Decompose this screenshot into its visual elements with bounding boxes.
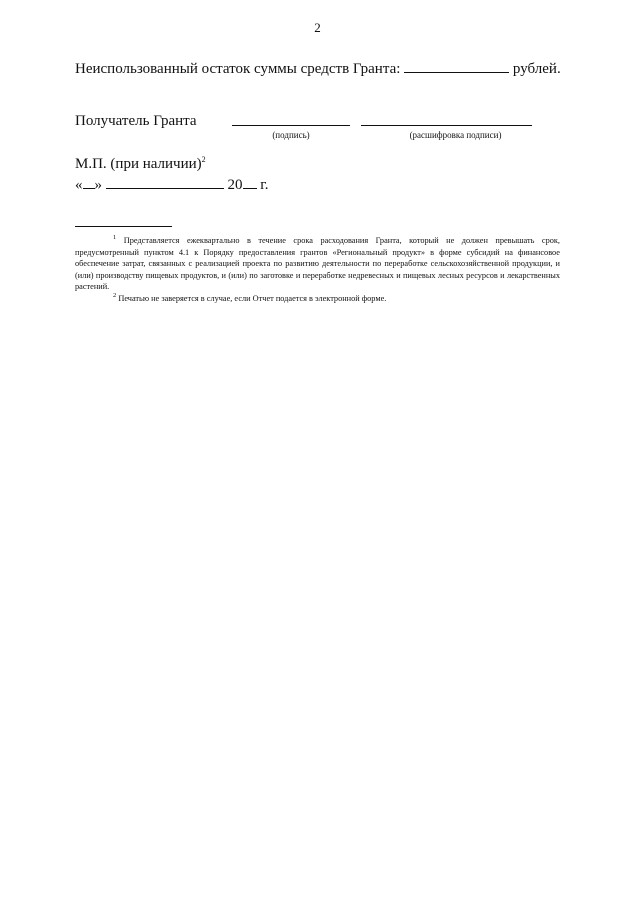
footnote-2-text: Печатью не заверяется в случае, если Отчет подается в электронной форме. bbox=[118, 293, 387, 303]
date-close-quote: » bbox=[94, 177, 102, 193]
stamp-label: М.П. (при наличии) bbox=[75, 156, 202, 172]
footnote-1-text: Представляется ежеквартально в течение срока расходования Гранта, который не должен превышать срок, предусмотренный пунктом 4.1 к Порядку предоставления грантов «Региональный продукт» в форме субсидий на финансовое обеспечение затрат, связанных с реализацией проекта по развитию деятельности по переработке сельскохозяйственной продукции, и (или) производству пищевых продуктов, и (или) по заготовке и переработке недревесных и пищевых лесных ресурсов и лекарственных растений. bbox=[75, 236, 560, 292]
remainder-unit: рублей. bbox=[512, 61, 561, 77]
unused-remainder-label: Неиспользованный остаток суммы средств Гранта: bbox=[75, 61, 401, 77]
footnote-2 bbox=[75, 293, 560, 305]
year-blank bbox=[243, 176, 257, 189]
footnote-1 bbox=[75, 235, 560, 293]
date-line bbox=[75, 176, 268, 194]
stamp-footnote-ref: 2 bbox=[201, 155, 206, 164]
unused-remainder-line bbox=[75, 60, 561, 78]
stamp-line bbox=[75, 156, 206, 173]
signature-caption: (подпись) bbox=[272, 130, 310, 140]
remainder-amount-blank bbox=[404, 60, 509, 73]
footnote-1-mark: 1 bbox=[113, 234, 117, 242]
footnotes bbox=[75, 235, 560, 305]
name-decoding-caption: (расшифровка подписи) bbox=[409, 130, 502, 140]
year-prefix: 20 bbox=[227, 177, 243, 193]
date-open-quote: « bbox=[75, 177, 83, 193]
grant-recipient-label: Получатель Гранта bbox=[75, 113, 197, 129]
name-decoding-line bbox=[361, 125, 532, 126]
footnote-2-mark: 2 bbox=[113, 292, 117, 300]
year-suffix: г. bbox=[260, 177, 269, 193]
day-blank bbox=[83, 176, 95, 189]
page-number: 2 bbox=[314, 20, 321, 35]
month-blank bbox=[106, 176, 224, 189]
signature-line bbox=[232, 125, 350, 126]
footnote-separator bbox=[75, 226, 172, 227]
